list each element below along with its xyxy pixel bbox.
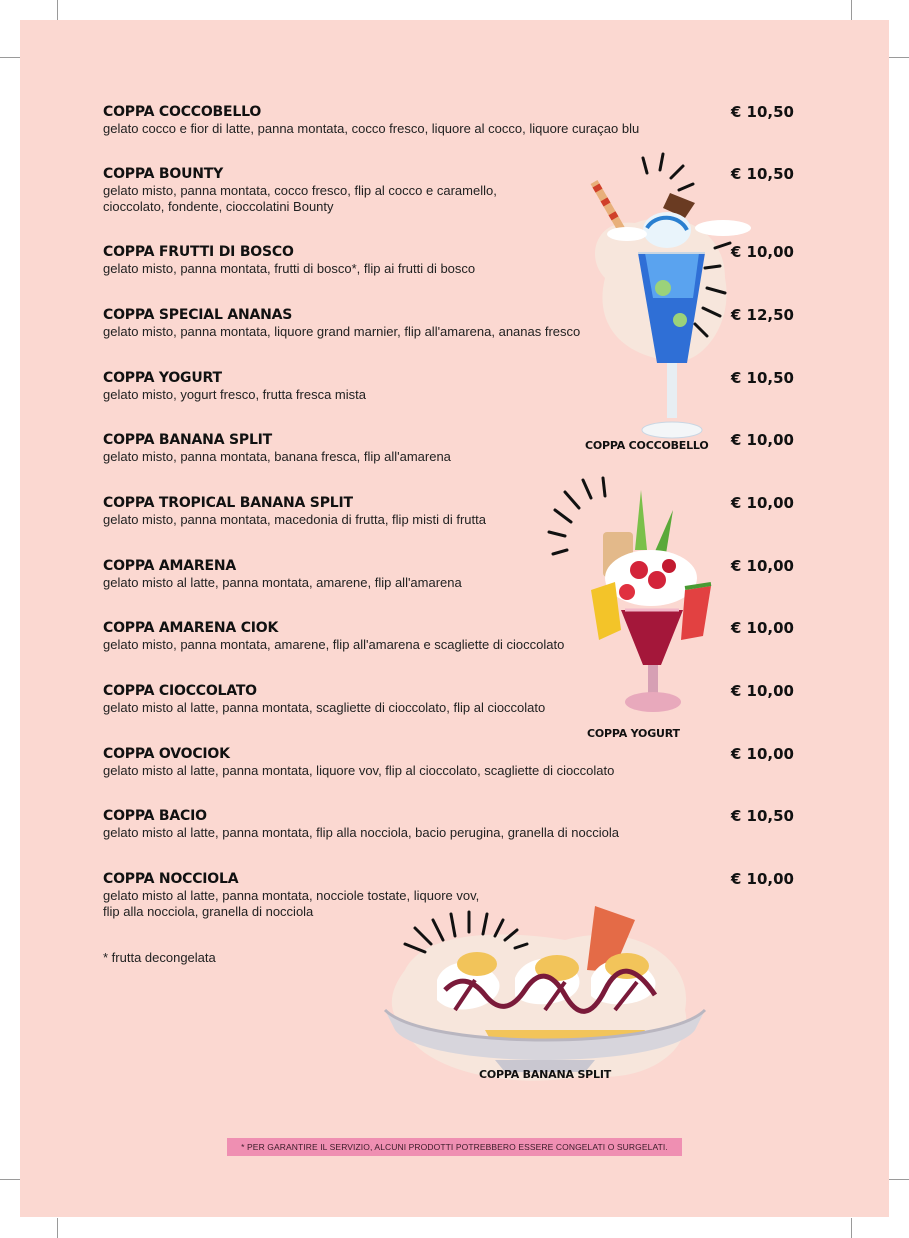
- caption-coppa-coccobello: COPPA COCCOBELLO: [585, 439, 709, 452]
- item-name: COPPA BOUNTY: [103, 166, 224, 182]
- item-name: COPPA COCCOBELLO: [103, 104, 262, 120]
- item-name: COPPA NOCCIOLA: [103, 871, 239, 887]
- item-description: gelato misto, panna montata, cocco fresco, flip al cocco e caramello, cioccolato, fondente, cioccolatini Bounty: [103, 183, 497, 214]
- item-price: € 10,00: [730, 682, 794, 700]
- item-name: COPPA AMARENA CIOK: [103, 620, 279, 636]
- item-name: COPPA AMARENA: [103, 558, 237, 574]
- item-price: € 10,50: [730, 369, 794, 387]
- item-description: gelato misto al latte, panna montata, amarene, flip all'amarena: [103, 575, 462, 590]
- item-description: gelato misto, panna montata, macedonia di frutta, flip misti di frutta: [103, 512, 486, 527]
- footnote: * frutta decongelata: [103, 950, 216, 965]
- crop-mark: [0, 57, 20, 58]
- caption-coppa-banana-split: COPPA BANANA SPLIT: [479, 1068, 612, 1081]
- item-name: COPPA OVOCIOK: [103, 746, 230, 762]
- item-name: COPPA SPECIAL ANANAS: [103, 307, 293, 323]
- item-price: € 10,00: [730, 494, 794, 512]
- item-price: € 10,50: [730, 807, 794, 825]
- item-price: € 10,00: [730, 619, 794, 637]
- item-description: gelato misto al latte, panna montata, flip alla nocciola, bacio perugina, granella di nocciola: [103, 825, 619, 840]
- item-price: € 10,00: [730, 557, 794, 575]
- item-price: € 10,00: [730, 870, 794, 888]
- item-price: € 10,50: [730, 165, 794, 183]
- item-name: COPPA BANANA SPLIT: [103, 432, 273, 448]
- item-name: COPPA YOGURT: [103, 370, 222, 386]
- item-name: COPPA CIOCCOLATO: [103, 683, 257, 699]
- crop-mark: [851, 1218, 852, 1238]
- item-price: € 10,00: [730, 431, 794, 449]
- item-name: COPPA FRUTTI DI BOSCO: [103, 244, 294, 260]
- item-price: € 12,50: [730, 306, 794, 324]
- crop-mark: [57, 1218, 58, 1238]
- crop-mark: [889, 57, 909, 58]
- item-description: gelato misto al latte, panna montata, nocciole tostate, liquore vov, flip alla nocciola, granella di nocciola: [103, 888, 480, 919]
- disclaimer-banner: * PER GARANTIRE IL SERVIZIO, ALCUNI PRODOTTI POTREBBERO ESSERE CONGELATI O SURGELATI.: [227, 1138, 682, 1156]
- item-description: gelato misto, panna montata, frutti di bosco*, flip ai frutti di bosco: [103, 261, 476, 276]
- coppa-banana-split-image: [365, 900, 720, 1085]
- item-name: COPPA BACIO: [103, 808, 207, 824]
- crop-mark: [57, 0, 58, 20]
- item-price: € 10,00: [730, 745, 794, 763]
- item-description: gelato misto al latte, panna montata, scagliette di cioccolato, flip al cioccolato: [103, 700, 546, 715]
- menu-page: [20, 20, 889, 1217]
- item-name: COPPA TROPICAL BANANA SPLIT: [103, 495, 353, 511]
- item-description: gelato misto, panna montata, banana fresca, flip all'amarena: [103, 449, 451, 464]
- item-price: € 10,50: [730, 103, 794, 121]
- crop-mark: [851, 0, 852, 20]
- item-description: gelato misto, panna montata, amarene, flip all'amarena e scagliette di cioccolato: [103, 637, 565, 652]
- item-description: gelato misto, panna montata, liquore grand marnier, flip all'amarena, ananas fresco: [103, 324, 581, 339]
- item-description: gelato cocco e fior di latte, panna montata, cocco fresco, liquore al cocco, liquore curaçao blu: [103, 121, 640, 136]
- caption-coppa-yogurt: COPPA YOGURT: [587, 727, 680, 740]
- crop-mark: [0, 1179, 20, 1180]
- crop-mark: [889, 1179, 909, 1180]
- item-price: € 10,00: [730, 243, 794, 261]
- item-description: gelato misto al latte, panna montata, liquore vov, flip al cioccolato, scagliette di cioccolato: [103, 763, 615, 778]
- item-description: gelato misto, yogurt fresco, frutta fresca mista: [103, 387, 366, 402]
